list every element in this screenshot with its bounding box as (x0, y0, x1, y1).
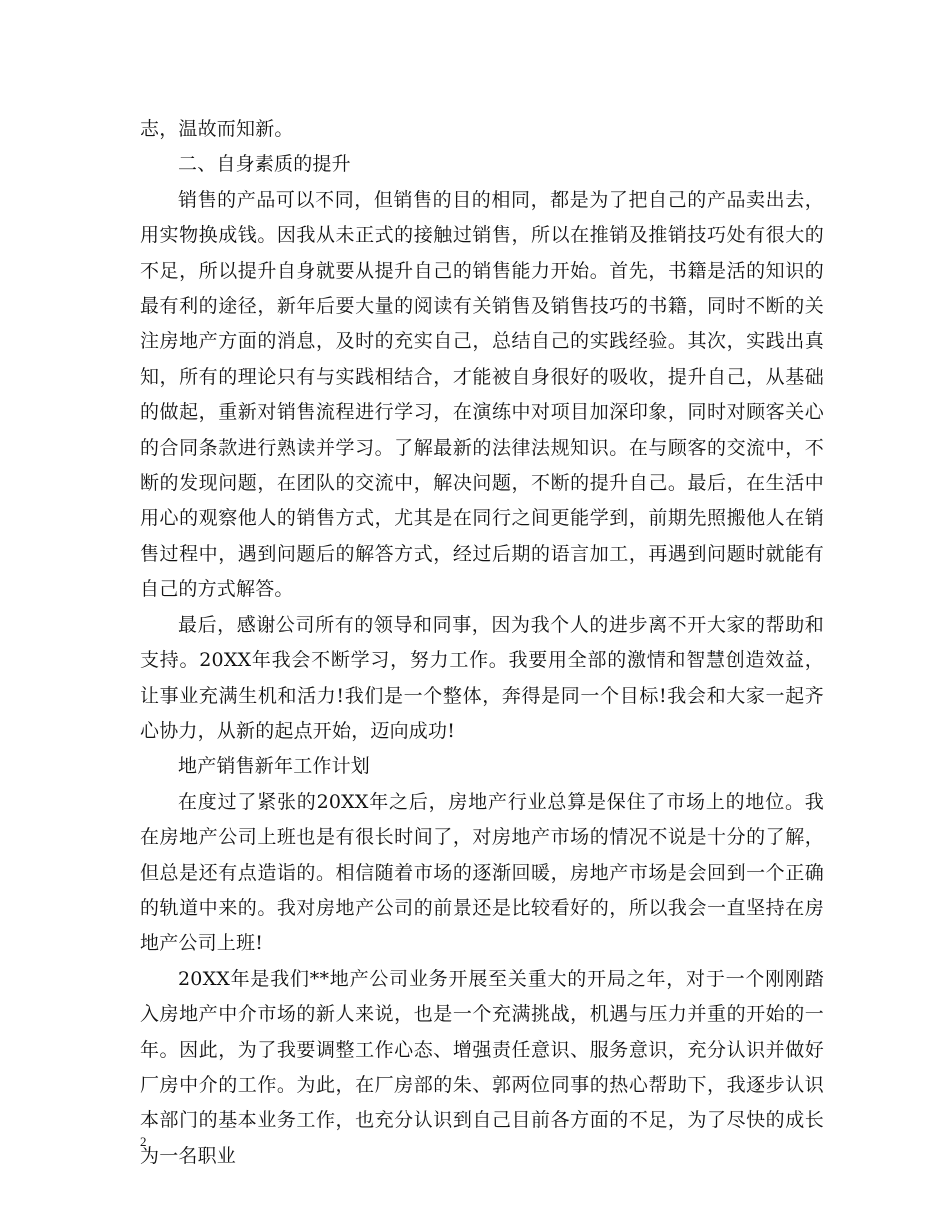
paragraph-continuation: 志，温故而知新。 (140, 118, 294, 140)
paragraph-company-start: 20XX年是我们**地产公司业务开展至关重大的开局之年，对于一个刚刚踏入房地产中介市场的新人来说，也是一个充满挑战，机遇与压力并重的开始的一年。因此，为了我要调整工作心态、增强责任意识、服务意识，充分认识并做好厂房中介的工作。为此，在厂房部的朱、郭两位同事的热心帮助下，我逐步认识本部门的基本业务工作，也充分认识到自己目前各方面的不足，为了尽快的成长为一名职业 (140, 967, 824, 1167)
paragraph-market-outlook: 在度过了紧张的20XX年之后，房地产行业总算是保住了市场上的地位。我在房地产公司上班也是有很长时间了，对房地产市场的情况不说是十分的了解，但总是还有点造诣的。相信随着市场的逐渐回暖，房地产市场是会回到一个正确的轨道中来的。我对房地产公司的前景还是比较看好的，所以我会一直坚持在房地产公司上班! (140, 790, 824, 955)
document-body (140, 112, 824, 1174)
section-heading-new-year-plan: 地产销售新年工作计划 (178, 755, 371, 778)
page-number: 2 (140, 1134, 147, 1149)
paragraph-thanks: 最后，感谢公司所有的领导和同事，因为我个人的进步离不开大家的帮助和支持。20XX年我会不断学习，努力工作。我要用全部的激情和智慧创造效益，让事业充满生机和活力!我们是一个整体，奔得是同一个目标!我会和大家一起齐心协力，从新的起点开始，迈向成功! (140, 613, 824, 742)
paragraph-sales-skills: 销售的产品可以不同，但销售的目的相同，都是为了把自己的产品卖出去，用实物换成钱。因我从未正式的接触过销售，所以在推销及推销技巧处有很大的不足，所以提升自身就要从提升自己的销售能力开始。首先，书籍是活的知识的最有利的途径，新年后要大量的阅读有关销售及销售技巧的书籍，同时不断的关注房地产方面的消息，及时的充实自己，总结自己的实践经验。其次，实践出真知，所有的理论只有与实践相结合，才能被自身很好的吸收，提升自己，从基础的做起，重新对销售流程进行学习，在演练中对项目加深印象，同时对顾客关心的合同条款进行熟读并学习。了解最新的法律法规知识。在与顾客的交流中，不断的发现问题，在团队的交流中，解决问题，不断的提升自己。最后，在生活中用心的观察他人的销售方式，尤其是在同行之间更能学到，前期先照搬他人在销售过程中，遇到问题后的解答方式，经过后期的语言加工，再遇到问题时就能有自己的方式解答。 (140, 188, 824, 601)
section-heading-self-improvement: 二、自身素质的提升 (178, 153, 351, 176)
